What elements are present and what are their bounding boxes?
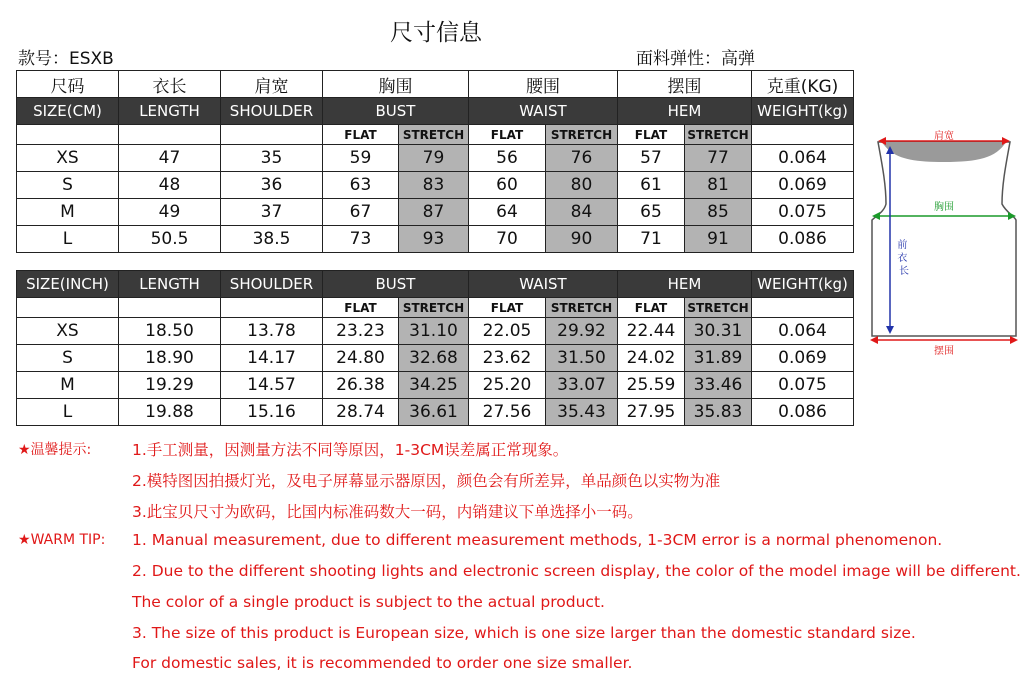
- value-cell: 36: [221, 172, 323, 199]
- page-title: 尺寸信息: [390, 20, 482, 46]
- value-cell: 14.17: [221, 345, 323, 372]
- stretch-label: STRETCH: [546, 298, 618, 318]
- empty-cell: [221, 125, 323, 145]
- weight-header: WEIGHT(kg): [752, 271, 854, 298]
- bust-header: BUST: [323, 271, 469, 298]
- en-tip-label: [18, 532, 105, 548]
- empty-cell: [752, 298, 854, 318]
- flat-label: FLAT: [323, 298, 399, 318]
- value-cell: 49: [119, 199, 221, 226]
- flat-label: FLAT: [618, 298, 685, 318]
- empty-cell: [119, 125, 221, 145]
- value-cell: 80: [546, 172, 618, 199]
- size-cell: M: [17, 372, 119, 399]
- value-cell: 25.59: [618, 372, 685, 399]
- style-number: 款号：ESXB: [18, 49, 114, 69]
- cm-size-table: [16, 70, 854, 253]
- hem-arrow-head-right: [1010, 336, 1018, 344]
- stretch-label: STRETCH: [685, 125, 752, 145]
- tank-top-measurement-diagram: [868, 124, 1028, 364]
- star-icon: ★: [18, 442, 31, 458]
- weight-header: WEIGHT(kg): [752, 98, 854, 125]
- value-cell: 60: [469, 172, 546, 199]
- flat-label: FLAT: [618, 125, 685, 145]
- value-cell: 71: [618, 226, 685, 253]
- value-cell: 0.064: [752, 318, 854, 345]
- length-header: LENGTH: [119, 98, 221, 125]
- hem-arrow-head-left: [870, 336, 878, 344]
- flat-stretch-row: [17, 125, 854, 145]
- value-cell: 67: [323, 199, 399, 226]
- value-cell: 0.069: [752, 345, 854, 372]
- bust-header: BUST: [323, 98, 469, 125]
- star-icon: ★: [18, 532, 31, 548]
- cn-tip-line: 3.此宝贝尺寸为欧码，比国内标准码数大一码，内销建议下单选择小一码。: [132, 503, 643, 521]
- en-tip-line: 3. The size of this product is European size, which is one size larger than the domestic standard size.: [132, 624, 916, 642]
- shoulder-header: SHOULDER: [221, 271, 323, 298]
- cn-tip-line: 2.模特图因拍摄灯光，及电子屏幕显示器原因，颜色会有所差异，单品颜色以实物为准: [132, 472, 721, 490]
- value-cell: 30.31: [685, 318, 752, 345]
- stretch-label: STRETCH: [546, 125, 618, 145]
- value-cell: 14.57: [221, 372, 323, 399]
- size-cell: XS: [17, 318, 119, 345]
- value-cell: 19.29: [119, 372, 221, 399]
- table-row: [17, 372, 854, 399]
- flat-label: FLAT: [323, 125, 399, 145]
- cn-weight-header: 克重(KG): [752, 71, 854, 98]
- table-row: [17, 399, 854, 426]
- inch-header-row: [17, 271, 854, 298]
- value-cell: 24.02: [618, 345, 685, 372]
- flat-label: FLAT: [469, 298, 546, 318]
- hem-header: HEM: [618, 98, 752, 125]
- value-cell: 31.10: [399, 318, 469, 345]
- value-cell: 18.50: [119, 318, 221, 345]
- waist-header: WAIST: [469, 271, 618, 298]
- value-cell: 70: [469, 226, 546, 253]
- en-tip-label-text: WARM TIP:: [30, 532, 106, 548]
- cn-bust-header: 胸围: [323, 71, 469, 98]
- flat-stretch-row: [17, 298, 854, 318]
- value-cell: 33.46: [685, 372, 752, 399]
- value-cell: 81: [685, 172, 752, 199]
- value-cell: 22.44: [618, 318, 685, 345]
- value-cell: 35.83: [685, 399, 752, 426]
- value-cell: 34.25: [399, 372, 469, 399]
- length-label-char-1: 前: [897, 240, 908, 251]
- length-label-char-3: 长: [899, 266, 909, 277]
- empty-cell: [752, 125, 854, 145]
- value-cell: 79: [399, 145, 469, 172]
- en-tip-line: The color of a single product is subject to the actual product.: [132, 593, 605, 611]
- size-cell: XS: [17, 145, 119, 172]
- value-cell: 13.78: [221, 318, 323, 345]
- value-cell: 63: [323, 172, 399, 199]
- value-cell: 23.23: [323, 318, 399, 345]
- hem-label: 摆围: [934, 346, 954, 357]
- value-cell: 47: [119, 145, 221, 172]
- cn-waist-header: 腰围: [469, 71, 618, 98]
- fabric-elasticity: 面料弹性：高弹: [636, 49, 755, 69]
- stretch-label: STRETCH: [685, 298, 752, 318]
- cn-header-row: [17, 71, 854, 98]
- hem-header: HEM: [618, 271, 752, 298]
- table-row: [17, 318, 854, 345]
- inch-table-body: [17, 318, 854, 426]
- value-cell: 84: [546, 199, 618, 226]
- table-row: [17, 226, 854, 253]
- value-cell: 57: [618, 145, 685, 172]
- value-cell: 83: [399, 172, 469, 199]
- value-cell: 85: [685, 199, 752, 226]
- cn-size-header: 尺码: [17, 71, 119, 98]
- value-cell: 18.90: [119, 345, 221, 372]
- value-cell: 31.89: [685, 345, 752, 372]
- cn-length-header: 衣长: [119, 71, 221, 98]
- shoulder-label: 肩宽: [934, 131, 954, 142]
- value-cell: 64: [469, 199, 546, 226]
- cn-tip-line: 1.手工测量，因测量方法不同等原因，1-3CM误差属正常现象。: [132, 441, 569, 459]
- cm-table-body: [17, 145, 854, 253]
- length-header: LENGTH: [119, 271, 221, 298]
- cn-hem-header: 摆围: [618, 71, 752, 98]
- value-cell: 59: [323, 145, 399, 172]
- length-label-char-2: 衣: [897, 253, 908, 264]
- value-cell: 36.61: [399, 399, 469, 426]
- value-cell: 91: [685, 226, 752, 253]
- value-cell: 32.68: [399, 345, 469, 372]
- cn-tip-label-text: 温馨提示:: [30, 442, 92, 458]
- value-cell: 26.38: [323, 372, 399, 399]
- value-cell: 37: [221, 199, 323, 226]
- value-cell: 35: [221, 145, 323, 172]
- value-cell: 77: [685, 145, 752, 172]
- value-cell: 33.07: [546, 372, 618, 399]
- en-tip-line: 1. Manual measurement, due to different measurement methods, 1-3CM error is a normal phenomenon.: [132, 531, 943, 549]
- table-row: [17, 145, 854, 172]
- value-cell: 23.62: [469, 345, 546, 372]
- value-cell: 0.086: [752, 399, 854, 426]
- value-cell: 76: [546, 145, 618, 172]
- value-cell: 90: [546, 226, 618, 253]
- value-cell: 50.5: [119, 226, 221, 253]
- length-label: [897, 238, 910, 277]
- size-cell: S: [17, 345, 119, 372]
- waist-header: WAIST: [469, 98, 618, 125]
- value-cell: 65: [618, 199, 685, 226]
- table-row: [17, 199, 854, 226]
- shoulder-header: SHOULDER: [221, 98, 323, 125]
- value-cell: 22.05: [469, 318, 546, 345]
- value-cell: 35.43: [546, 399, 618, 426]
- value-cell: 61: [618, 172, 685, 199]
- value-cell: 25.20: [469, 372, 546, 399]
- size-header: SIZE(INCH): [17, 271, 119, 298]
- value-cell: 0.075: [752, 199, 854, 226]
- value-cell: 48: [119, 172, 221, 199]
- cn-shoulder-header: 肩宽: [221, 71, 323, 98]
- table-row: [17, 172, 854, 199]
- value-cell: 27.56: [469, 399, 546, 426]
- value-cell: 28.74: [323, 399, 399, 426]
- value-cell: 0.064: [752, 145, 854, 172]
- value-cell: 0.086: [752, 226, 854, 253]
- cn-tip-label: [18, 439, 91, 459]
- empty-cell: [17, 125, 119, 145]
- en-tip-line: 2. Due to the different shooting lights and electronic screen display, the color of the model image will be different.: [132, 562, 1021, 580]
- stretch-label: STRETCH: [399, 298, 469, 318]
- value-cell: 87: [399, 199, 469, 226]
- cm-header-row: [17, 98, 854, 125]
- value-cell: 19.88: [119, 399, 221, 426]
- size-cell: L: [17, 399, 119, 426]
- value-cell: 56: [469, 145, 546, 172]
- value-cell: 27.95: [618, 399, 685, 426]
- value-cell: 31.50: [546, 345, 618, 372]
- value-cell: 0.075: [752, 372, 854, 399]
- value-cell: 73: [323, 226, 399, 253]
- tank-top-outline: [872, 142, 1016, 336]
- empty-cell: [221, 298, 323, 318]
- chest-label: 胸围: [934, 202, 954, 213]
- value-cell: 93: [399, 226, 469, 253]
- size-cell: M: [17, 199, 119, 226]
- stretch-label: STRETCH: [399, 125, 469, 145]
- size-cell: S: [17, 172, 119, 199]
- empty-cell: [17, 298, 119, 318]
- value-cell: 24.80: [323, 345, 399, 372]
- size-cell: L: [17, 226, 119, 253]
- value-cell: 29.92: [546, 318, 618, 345]
- flat-label: FLAT: [469, 125, 546, 145]
- table-row: [17, 345, 854, 372]
- empty-cell: [119, 298, 221, 318]
- value-cell: 38.5: [221, 226, 323, 253]
- value-cell: 0.069: [752, 172, 854, 199]
- value-cell: 15.16: [221, 399, 323, 426]
- size-header: SIZE(CM): [17, 98, 119, 125]
- inch-size-table: [16, 270, 854, 426]
- en-tip-line: For domestic sales, it is recommended to order one size smaller.: [132, 654, 633, 672]
